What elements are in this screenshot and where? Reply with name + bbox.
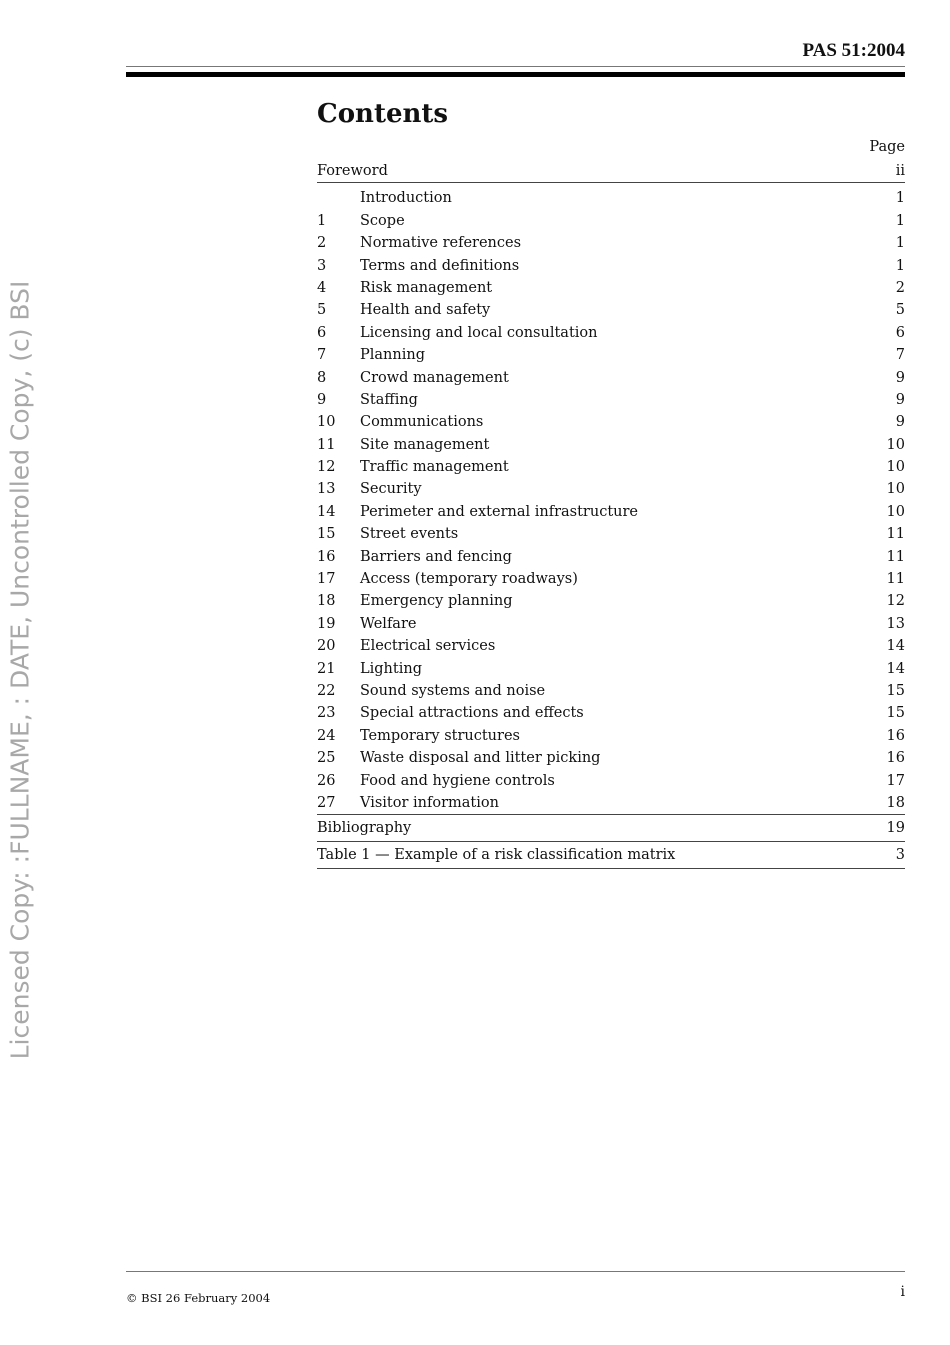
toc-entry-introduction[interactable] (317, 187, 905, 209)
toc-entry-number: 2 (317, 235, 327, 252)
toc-entry-page: 9 (895, 369, 905, 386)
document-id: PAS 51:2004 (802, 40, 905, 61)
toc-entry-label: Emergency planning (360, 593, 513, 610)
toc-entry[interactable] (317, 590, 905, 612)
header-rule-thick (126, 72, 905, 77)
toc-entry-page: 2 (895, 279, 905, 296)
toc-entry-page: 9 (895, 414, 905, 431)
toc-entry-page: 10 (886, 481, 905, 498)
toc-entry-number: 12 (317, 459, 336, 476)
toc-entry-label: Security (360, 481, 422, 498)
page-title: Contents (317, 99, 449, 129)
toc-entry-page: 6 (895, 324, 905, 341)
toc-entry-number: 7 (317, 347, 327, 364)
toc-entry[interactable] (317, 792, 905, 815)
toc-entry-page: 15 (886, 705, 905, 722)
toc-entry-page: 5 (895, 302, 905, 319)
toc-entry-label: Special attractions and effects (360, 705, 584, 722)
toc-entry-number: 25 (317, 750, 336, 767)
toc-entry-page: 12 (886, 593, 905, 610)
toc-entry-label: Traffic management (360, 459, 509, 476)
page-number: i (900, 1284, 905, 1300)
toc-entry-page: 10 (886, 436, 905, 453)
toc-entry-label: Site management (360, 436, 490, 453)
toc-entry[interactable] (317, 478, 905, 500)
toc-entry-number: 1 (317, 212, 327, 229)
toc-entry-number: 9 (317, 391, 327, 408)
toc-entry[interactable] (317, 635, 905, 657)
toc-entry-label: Food and hygiene controls (360, 772, 555, 789)
toc-entry-label: Street events (360, 526, 459, 543)
toc-entry-page: 11 (886, 526, 905, 543)
toc-entry[interactable] (317, 255, 905, 277)
toc-entry-page: 1 (895, 190, 905, 207)
toc-entry-label: Risk management (360, 279, 493, 296)
toc-entry[interactable] (317, 658, 905, 680)
toc-entry-label: Staffing (360, 391, 418, 408)
toc-entry[interactable] (317, 613, 905, 635)
toc-entry-number: 11 (317, 436, 336, 453)
toc-entry-number: 4 (317, 279, 327, 296)
toc-entry-page: 3 (895, 847, 905, 864)
toc-entry-page: 10 (886, 459, 905, 476)
toc-entry[interactable] (317, 747, 905, 769)
toc-entry-label: Health and safety (360, 302, 491, 319)
toc-entry-label: Barriers and fencing (360, 548, 512, 565)
toc-entry-page: 14 (886, 638, 905, 655)
toc-entry-number: 27 (317, 794, 336, 811)
toc-entry-label: Lighting (360, 660, 422, 677)
toc-entry[interactable] (317, 232, 905, 254)
toc-entry-table[interactable] (317, 842, 905, 869)
toc-entry-page: 1 (895, 212, 905, 229)
toc-entry[interactable] (317, 367, 905, 389)
toc-entry-page: 11 (886, 548, 905, 565)
toc-entry-label: Table 1 — Example of a risk classification matrix (317, 847, 676, 864)
toc-entry[interactable] (317, 523, 905, 545)
page-column-heading: Page (869, 139, 905, 155)
toc-entry-label: Scope (360, 212, 405, 229)
toc-entry-page: ii (895, 163, 905, 179)
toc-entry-label: Bibliography (317, 820, 412, 837)
toc-entry-number: 13 (317, 481, 336, 498)
toc-entry-label: Planning (360, 347, 425, 364)
toc-entry[interactable] (317, 568, 905, 590)
toc-entry-number: 22 (317, 682, 336, 699)
toc-entry-number: 24 (317, 727, 336, 744)
toc-entry-label: Electrical services (360, 638, 496, 655)
toc-entry-number: 15 (317, 526, 336, 543)
toc-entry[interactable] (317, 277, 905, 299)
toc-entry[interactable] (317, 680, 905, 702)
toc-entry-label: Temporary structures (360, 727, 520, 744)
toc-entry-number: 3 (317, 257, 327, 274)
toc-entry[interactable] (317, 434, 905, 456)
toc-entry-page: 7 (895, 347, 905, 364)
toc-entry-page: 15 (886, 682, 905, 699)
toc-entry-number: 19 (317, 615, 336, 632)
toc-entry-label: Terms and definitions (360, 257, 520, 274)
toc-entry-page: 1 (895, 235, 905, 252)
license-watermark: Licensed Copy: :FULLNAME, : DATE, Uncontrolled Copy, (c) BSI (5, 280, 35, 1060)
toc-entry[interactable] (317, 546, 905, 568)
toc-entry-page: 16 (886, 750, 905, 767)
toc-entry-number: 5 (317, 302, 327, 319)
toc-table-list (317, 842, 905, 869)
toc-entry[interactable] (317, 501, 905, 523)
toc-entry-page: 14 (886, 660, 905, 677)
toc-entry-page: 9 (895, 391, 905, 408)
toc-entry-label: Normative references (360, 235, 522, 252)
toc-entry[interactable] (317, 702, 905, 724)
toc-entry-number: 14 (317, 503, 336, 520)
toc-entry-label: Perimeter and external infrastructure (360, 503, 638, 520)
toc-section-list (317, 210, 905, 816)
toc-entry[interactable] (317, 389, 905, 411)
toc-entry[interactable] (317, 210, 905, 232)
toc-entry-number: 16 (317, 548, 336, 565)
toc-entry[interactable] (317, 411, 905, 433)
toc-entry-number: 18 (317, 593, 336, 610)
toc-entry-number: 6 (317, 324, 327, 341)
toc-entry-label: Visitor information (360, 794, 499, 811)
toc-entry-number: 8 (317, 369, 327, 386)
toc-entry-page: 19 (886, 820, 905, 837)
toc-entry-label: Communications (360, 414, 484, 431)
toc-entry-page: 18 (886, 794, 905, 811)
toc-entry-label: Licensing and local consultation (360, 324, 598, 341)
toc-entry[interactable] (317, 725, 905, 747)
toc-entry-label: Welfare (360, 615, 417, 632)
toc-entry-number: 17 (317, 571, 336, 588)
toc-entry-bibliography[interactable] (317, 815, 905, 842)
toc-entry[interactable] (317, 344, 905, 366)
toc-entry-page: 10 (886, 503, 905, 520)
table-of-contents (317, 160, 905, 869)
toc-entry-page: 17 (886, 772, 905, 789)
toc-entry-number: 21 (317, 660, 336, 677)
toc-entry-page: 16 (886, 727, 905, 744)
header-rule-thin (126, 66, 905, 67)
toc-entry-page: 11 (886, 571, 905, 588)
toc-entry-label: Crowd management (360, 369, 509, 386)
toc-entry-number: 26 (317, 772, 336, 789)
toc-entry-number: 23 (317, 705, 336, 722)
toc-entry-foreword[interactable] (317, 160, 905, 183)
toc-entry-page: 1 (895, 257, 905, 274)
toc-entry[interactable] (317, 456, 905, 478)
toc-entry-label: Sound systems and noise (360, 682, 546, 699)
toc-entry-label: Introduction (360, 190, 452, 207)
toc-entry-label: Waste disposal and litter picking (360, 750, 601, 767)
toc-entry-label: Access (temporary roadways) (360, 571, 578, 588)
toc-entry[interactable] (317, 322, 905, 344)
toc-entry-number: 10 (317, 414, 336, 431)
copyright-notice: © BSI 26 February 2004 (126, 1291, 271, 1305)
toc-entry-number: 20 (317, 638, 336, 655)
toc-entry-page: 13 (886, 615, 905, 632)
toc-entry-label: Foreword (317, 163, 388, 179)
toc-entry[interactable] (317, 770, 905, 792)
toc-entry[interactable] (317, 299, 905, 321)
footer-rule (126, 1271, 905, 1272)
